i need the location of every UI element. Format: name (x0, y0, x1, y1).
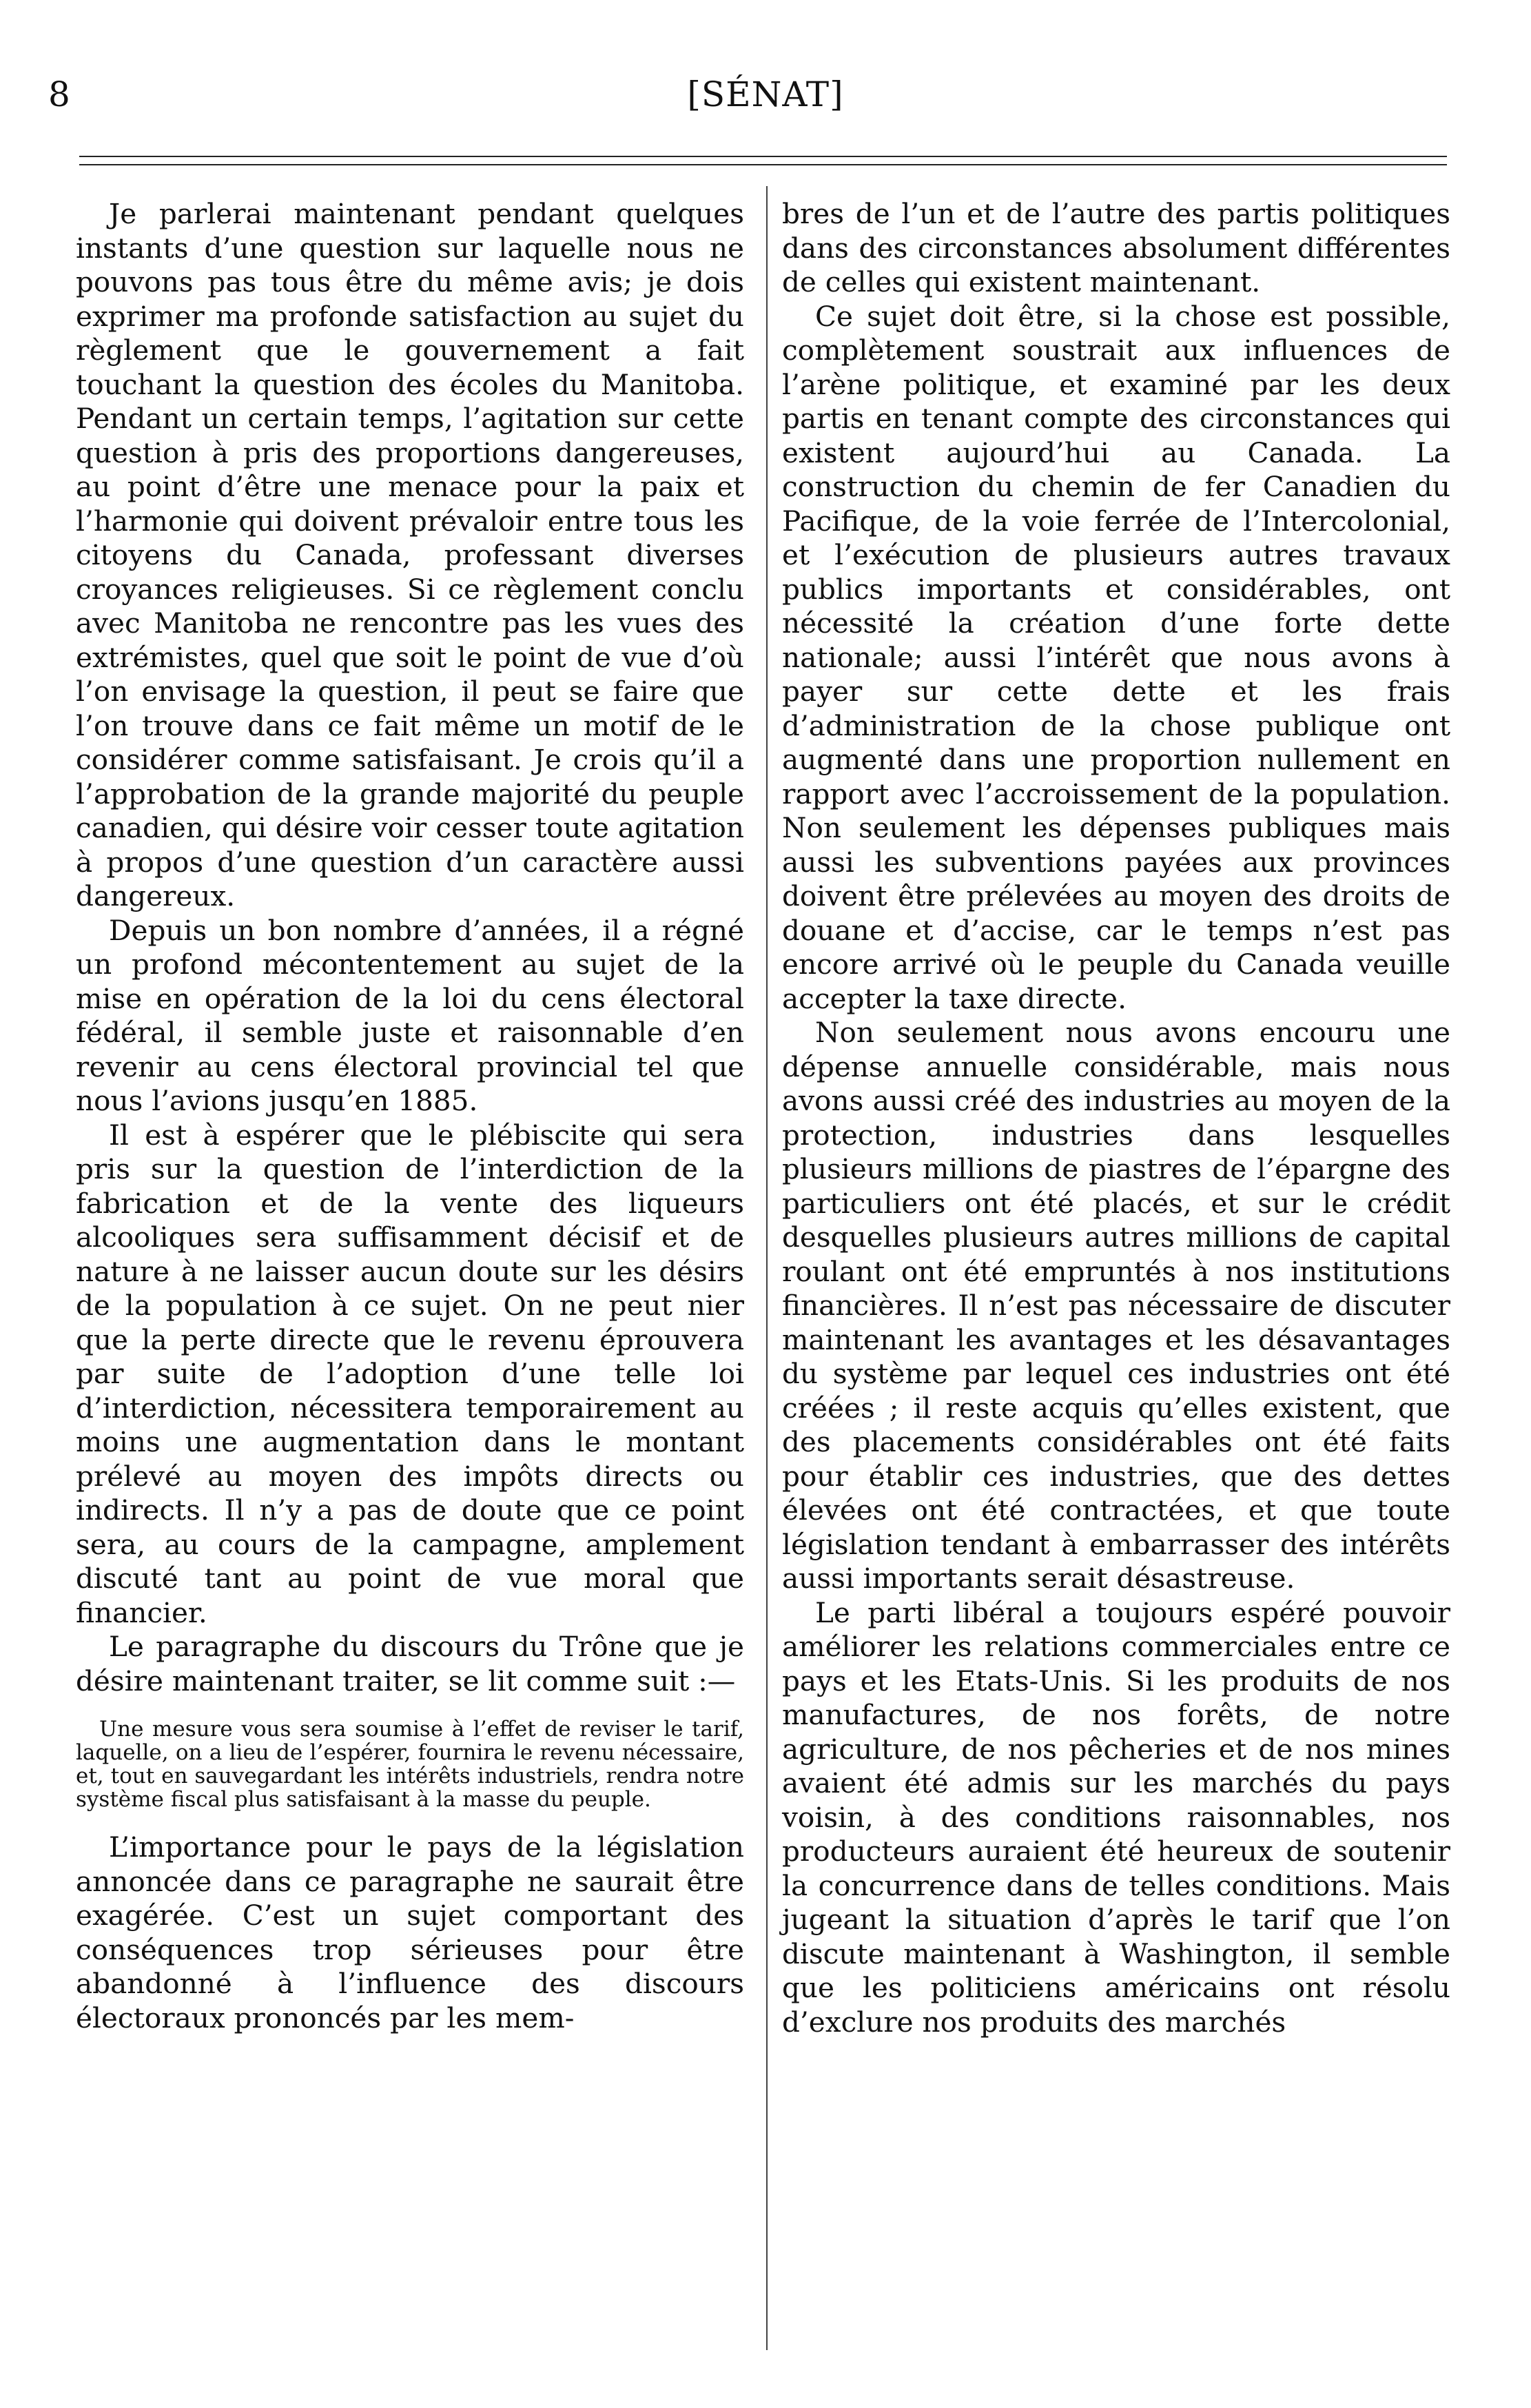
paragraph-industries: Non seulement nous avons encouru une dépense annuelle considérable, mais nous avons aussi créé des industries au moyen de la protection, industries dans lesquelles plusieurs millions de piastres de l’épargne des particuliers ont été placés, et sur le crédit desquelles plusieurs autres millions de capital roulant ont été empruntés à nos institutions financières. Il n’est pas nécessaire de discuter maintenant les avantages et les désavantages du système par lequel ces industries ont été créées ; il reste acquis qu’elles existent, que des placements considérables ont été faits pour établir ces industries, que des dettes élevées ont été contractées, et que toute législation tendant à embarrasser des intérêts aussi importants serait désastreuse. (782, 1016, 1450, 1595)
page-number: 8 (48, 74, 70, 114)
paragraph-liberal-party-trade: Le parti libéral a toujours espéré pouvoir améliorer les relations commerciales entre ce pays et les Etats-Unis. Si les produits de nos manufactures, de nos forêts, de notre agriculture, de nos pêcheries et de nos mines avaient été admis sur les marchés du pays voisin, à des conditions raisonnables, nos producteurs auraient été heureux de soutenir la concurrence dans de telles conditions. Mais jugeant la situation d’après le tarif que l’on discute maintenant à Washington, il semble que les politiciens américains ont résolu d’exclure nos produits des marchés (782, 1595, 1450, 2039)
column-divider (766, 186, 768, 2350)
paragraph-throne-speech-intro: Le paragraphe du discours du Trône que je désire maintenant traiter, se lit comme suit :— (76, 1630, 744, 1697)
paragraph-legislation-importance: L’importance pour le pays de la législation annoncée dans ce paragraphe ne saurait être exagérée. C’est un sujet comportant des conséquences trop sérieuses pour être abandonné à l’influence des discours électoraux prononcés par les mem- (76, 1830, 744, 2034)
left-column (76, 197, 744, 2035)
running-head: [SÉNAT] (687, 74, 844, 114)
paragraph-continuation: bres de l’un et de l’autre des partis politiques dans des circonstances absolument différentes de celles qui existent maintenant. (782, 197, 1450, 298)
paragraph-electoral-franchise: Depuis un bon nombre d’années, il a régné un profond mécontentement au sujet de la mise en opération de la loi du cens électoral fédéral, il semble juste et raisonnable d’en revenir au cens électoral provincial tel que nous l’avions jusqu’en 1885. (76, 913, 744, 1117)
header-rule-bottom (79, 164, 1447, 165)
paragraph-public-debt: Ce sujet doit être, si la chose est possible, complètement soustrait aux influences de l’arène politique, et examiné par les deux partis en tenant compte des circonstances qui existent aujourd’hui au Canada. La construction du chemin de fer Canadien du Pacifique, de la voie ferrée de l’Intercolonial, et l’exécution de plusieurs autres travaux publics importants et considérables, ont nécessité la création d’une forte dette nationale; aussi l’intérêt que nous avons à payer sur cette dette et les frais d’administration de la chose publique ont augmenté dans une proportion nullement en rapport avec l’accroissement de la population. Non seulement les dépenses publiques mais aussi les subventions payées aux provinces doivent être prélevées au moyen des droits de douane et d’accise, car le temps n’est pas encore arrivé où le peuple du Canada veuille accepter la taxe directe. (782, 299, 1450, 1015)
paragraph-manitoba-schools: Je parlerai maintenant pendant quelques instants d’une question sur laquelle nous ne pouvons pas tous être du même avis; je dois exprimer ma profonde satisfaction au sujet du règlement que le gouvernement a fait touchant la question des écoles du Manitoba. Pendant un certain temps, l’agitation sur cette question à pris des proportions dangereuses, au point d’être une menace pour la paix et l’harmonie qui doivent prévaloir entre tous les citoyens du Canada, professant diverses croyances religieuses. Si ce règlement conclu avec Manitoba ne rencontre pas les vues des extrémistes, quel que soit le point de vue d’où l’on envisage la question, il peut se faire que l’on trouve dans ce fait même un motif de le considérer comme satisfaisant. Je crois qu’il a l’approbation de la grande majorité du peuple canadien, qui désire voir cesser toute agitation à propos d’une question d’un caractère aussi dangereux. (76, 197, 744, 912)
header-rule-top (79, 156, 1447, 157)
throne-speech-quote: Une mesure vous sera soumise à l’effet de reviser le tarif, laquelle, on a lieu de l’espérer, fournira le revenu nécessaire, et, tout en sauvegardant les intérêts industriels, rendra notre système fiscal plus satisfaisant à la masse du peuple. (76, 1717, 744, 1812)
paragraph-plebiscite: Il est à espérer que le plébiscite qui sera pris sur la question de l’interdiction de la fabrication et de la vente des liqueurs alcooliques sera suffisamment décisif et de nature à ne laisser aucun doute sur les désirs de la population à ce sujet. On ne peut nier que la perte directe que le revenu éprouvera par suite de l’adoption d’une telle loi d’interdiction, nécessitera temporairement au moins une augmentation dans le montant prélevé au moyen des impôts directs ou indirects. Il n’y a pas de doute que ce point sera, au cours de la campagne, amplement discuté tant au point de vue moral que financier. (76, 1118, 744, 1629)
right-column (782, 197, 1450, 2039)
